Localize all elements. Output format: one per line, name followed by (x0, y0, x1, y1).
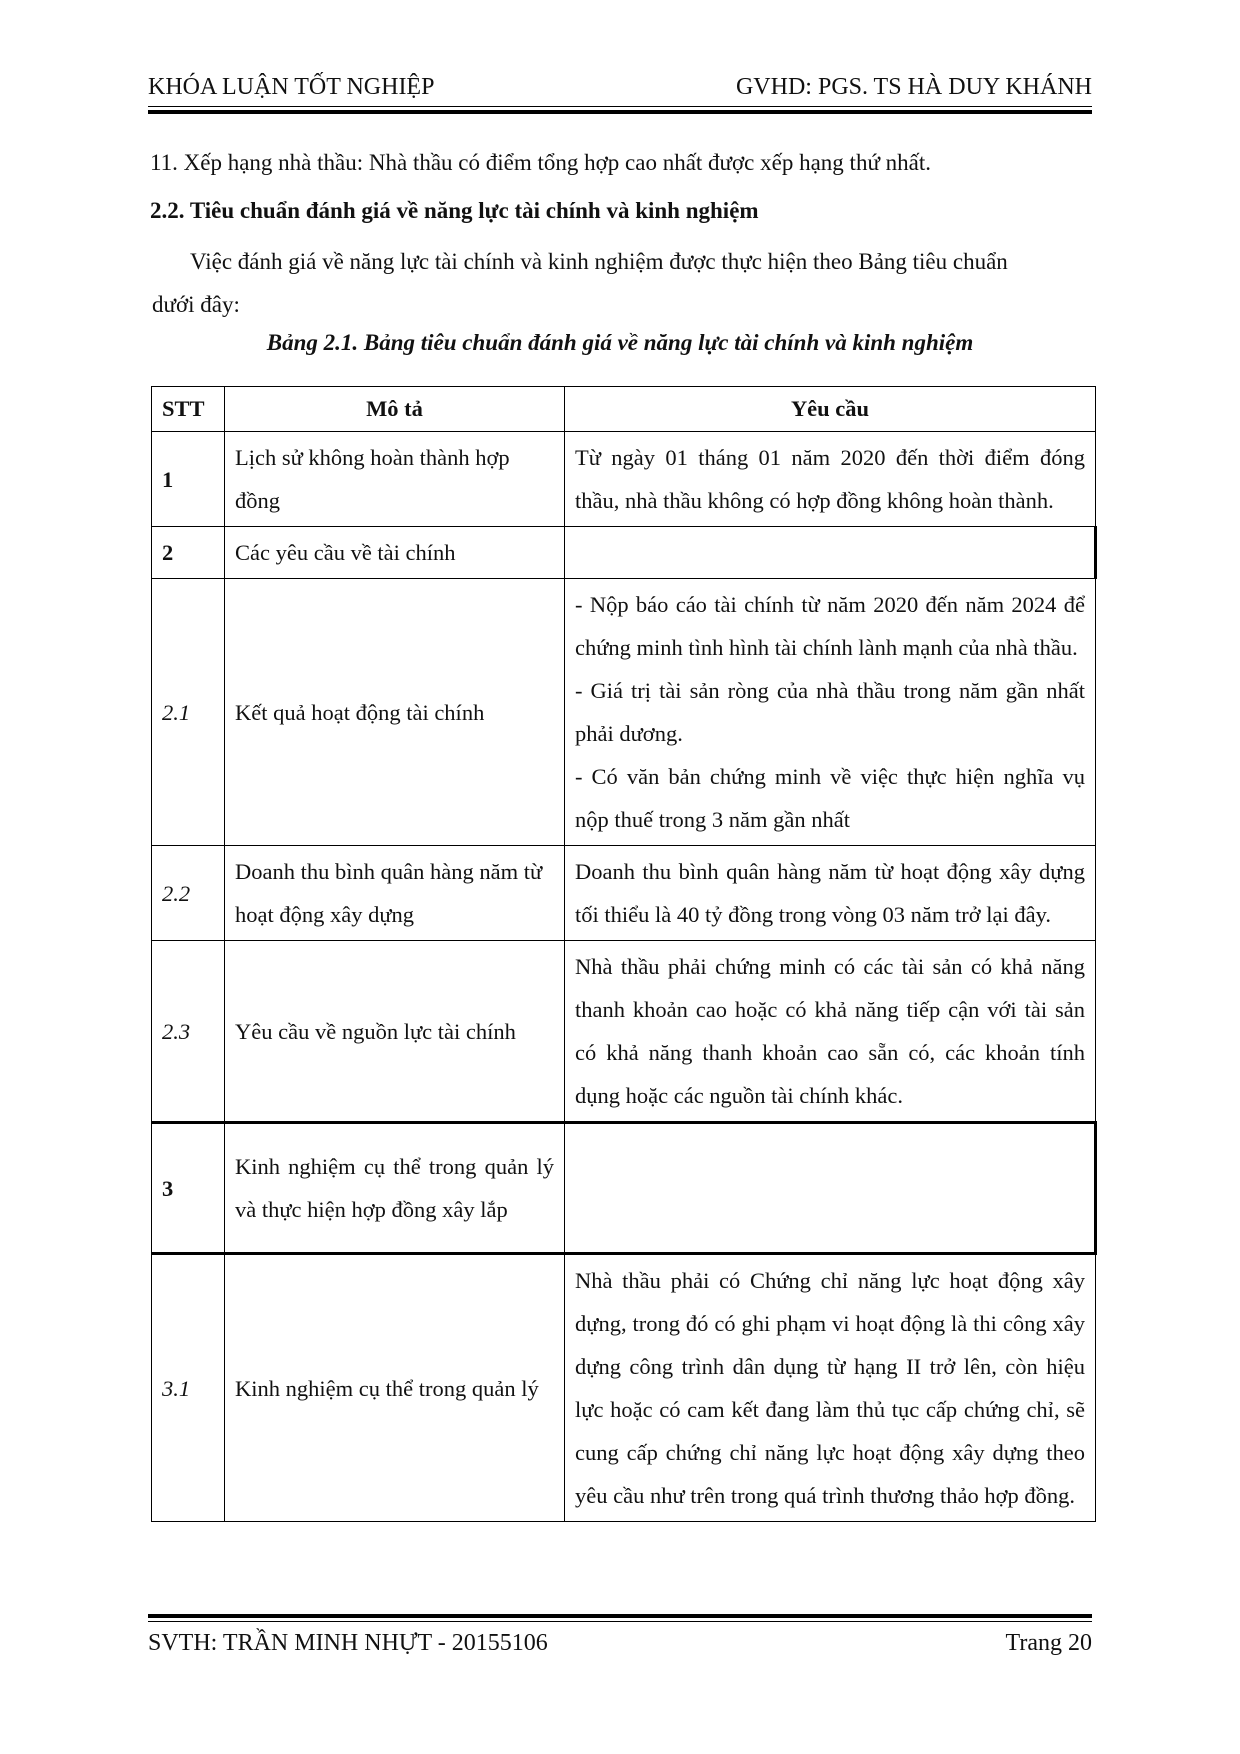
row-requirement (565, 579, 1096, 846)
list-item-11: 11. Xếp hạng nhà thầu: Nhà thầu có điểm tổng hợp cao nhất được xếp hạng thứ nhất. (150, 150, 932, 175)
row-requirement: Nhà thầu phải chứng minh có các tài sản có khả năng thanh khoản cao hoặc có khả năng tiếp cận với tài sản có khả năng thanh khoản cao sẵn có, các khoản tính dụng hoặc các nguồn tài chính khác. (565, 941, 1096, 1123)
column-header-stt: STT (152, 387, 225, 432)
table-row (152, 1123, 1096, 1254)
table-row (152, 846, 1096, 941)
table-row (152, 941, 1096, 1123)
row-stt: 1 (152, 432, 225, 527)
row-description: Kinh nghiệm cụ thể trong quản lý (225, 1254, 565, 1522)
row-description: Doanh thu bình quân hàng năm từ hoạt động xây dựng (225, 846, 565, 941)
row-stt: 2 (152, 527, 225, 579)
row-stt: 3 (152, 1123, 225, 1254)
row-stt: 3.1 (152, 1254, 225, 1522)
page-footer (148, 1630, 1092, 1657)
row-description: Lịch sử không hoàn thành hợp đồng (225, 432, 565, 527)
table-row (152, 432, 1096, 527)
page-header (148, 74, 1092, 101)
table-row (152, 579, 1096, 846)
row-description: Các yêu cầu về tài chính (225, 527, 565, 579)
footer-rule-thin (148, 1621, 1092, 1622)
header-rule-thin (148, 106, 1092, 107)
requirement-line: - Nộp báo cáo tài chính từ năm 2020 đến năm 2024 để chứng minh tình hình tài chính lành mạnh của nhà thầu. (575, 592, 1085, 660)
row-description: Kinh nghiệm cụ thể trong quản lý và thực hiện hợp đồng xây lắp (225, 1123, 565, 1254)
row-description: Yêu cầu về nguồn lực tài chính (225, 941, 565, 1123)
intro-paragraph: Việc đánh giá về năng lực tài chính và kinh nghiệm được thực hiện theo Bảng tiêu chuẩn dưới đây: (152, 249, 1008, 317)
footer-rule-thick (148, 1614, 1092, 1618)
requirements-table (151, 386, 1097, 1522)
section-title: 2.2. Tiêu chuẩn đánh giá về năng lực tài chính và kinh nghiệm (150, 198, 759, 223)
table-header-row (152, 387, 1096, 432)
row-requirement: Từ ngày 01 tháng 01 năm 2020 đến thời điểm đóng thầu, nhà thầu không có hợp đồng không hoàn thành. (565, 432, 1096, 527)
row-requirement: Doanh thu bình quân hàng năm từ hoạt động xây dựng tối thiểu là 40 tỷ đồng trong vòng 03 năm trở lại đây. (565, 846, 1096, 941)
table-caption: Bảng 2.1. Bảng tiêu chuẩn đánh giá về năng lực tài chính và kinh nghiệm (266, 330, 974, 355)
footer-student: SVTH: TRẦN MINH NHỰT - 20155106 (148, 1630, 548, 1656)
row-stt: 2.2 (152, 846, 225, 941)
column-header-requirement: Yêu cầu (565, 387, 1096, 432)
row-requirement (565, 527, 1096, 579)
header-thesis-label: KHÓA LUẬN TỐT NGHIỆP (148, 74, 435, 100)
table-row (152, 1254, 1096, 1522)
header-advisor: GVHD: PGS. TS HÀ DUY KHÁNH (735, 74, 1092, 100)
table-row (152, 527, 1096, 579)
column-header-description: Mô tả (225, 387, 565, 432)
header-rule-thick (148, 110, 1092, 114)
row-stt: 2.3 (152, 941, 225, 1123)
row-stt: 2.1 (152, 579, 225, 846)
requirement-line: - Có văn bản chứng minh về việc thực hiện nghĩa vụ nộp thuế trong 3 năm gần nhất (575, 764, 1085, 832)
row-requirement (565, 1123, 1096, 1254)
page-number: Trang 20 (1005, 1630, 1092, 1656)
row-description: Kết quả hoạt động tài chính (225, 579, 565, 846)
requirement-line: - Giá trị tài sản ròng của nhà thầu trong năm gần nhất phải dương. (575, 678, 1085, 746)
row-requirement: Nhà thầu phải có Chứng chỉ năng lực hoạt động xây dựng, trong đó có ghi phạm vi hoạt động là thi công xây dựng công trình dân dụng từ hạng II trở lên, còn hiệu lực hoặc có cam kết đang làm thủ tục cấp chứng chỉ, sẽ cung cấp chứng chỉ năng lực hoạt động xây dựng theo yêu cầu như trên trong quá trình thương thảo hợp đồng. (565, 1254, 1096, 1522)
